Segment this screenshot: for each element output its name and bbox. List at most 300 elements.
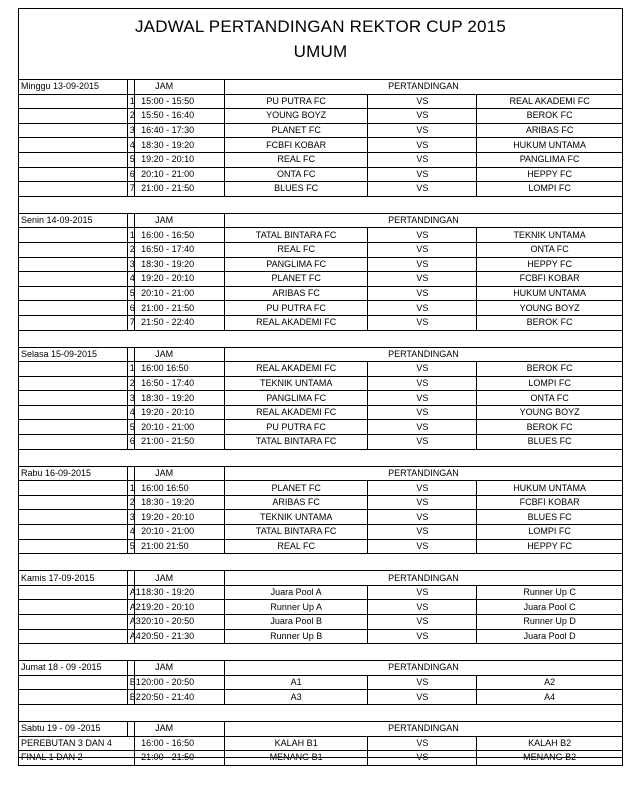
match-time: 21:00 - 21:50	[135, 301, 225, 316]
jam-header: JAM	[135, 213, 225, 228]
match-row	[19, 690, 623, 705]
match-number: 5	[127, 539, 134, 554]
day-label: Senin 14-09-2015	[19, 213, 128, 228]
match-row	[19, 228, 623, 243]
vs-label: VS	[368, 525, 477, 540]
away-team: ONTA FC	[477, 242, 623, 257]
match-row	[19, 481, 623, 496]
match-number: 1	[127, 94, 134, 109]
separator-cell	[477, 554, 623, 571]
home-team: ARIBAS FC	[224, 286, 368, 301]
vs-label: VS	[368, 690, 477, 705]
away-team: A2	[477, 675, 623, 690]
pertandingan-header: PERTANDINGAN	[224, 571, 622, 586]
match-number: 1	[127, 228, 134, 243]
separator-cell	[368, 330, 477, 347]
header-spacer	[127, 213, 134, 228]
match-row	[19, 675, 623, 690]
match-time: 20:00 - 20:50	[135, 675, 225, 690]
match-row	[19, 585, 623, 600]
vs-label: VS	[368, 435, 477, 450]
match-day-spacer	[19, 94, 128, 109]
match-row	[19, 257, 623, 272]
home-team: Juara Pool B	[224, 615, 368, 630]
match-day-spacer	[19, 420, 128, 435]
page-subtitle: UMUM	[293, 42, 348, 61]
separator-cell	[127, 196, 134, 213]
match-number: 1	[127, 362, 134, 377]
pertandingan-header: PERTANDINGAN	[224, 347, 622, 362]
separator-cell	[477, 704, 623, 721]
separator-cell	[127, 644, 134, 661]
match-day-spacer	[19, 228, 128, 243]
match-time: 16:00 - 16:50	[135, 228, 225, 243]
home-team: ARIBAS FC	[224, 495, 368, 510]
match-row	[19, 615, 623, 630]
vs-label: VS	[368, 495, 477, 510]
separator-cell	[19, 554, 128, 571]
separator-cell	[19, 644, 128, 661]
match-number: PEREBUTAN 3 DAN 4	[19, 736, 135, 751]
match-row	[19, 94, 623, 109]
match-time: 19:20 - 20:10	[135, 600, 225, 615]
match-row	[19, 391, 623, 406]
vs-label: VS	[368, 138, 477, 153]
match-day-spacer	[19, 539, 128, 554]
match-time: 21:50 - 22:40	[135, 315, 225, 330]
separator-cell	[477, 196, 623, 213]
match-day-spacer	[19, 123, 128, 138]
home-team: TEKNIK UNTAMA	[224, 510, 368, 525]
separator-cell	[135, 554, 225, 571]
match-number: 4	[127, 272, 134, 287]
away-team: BEROK FC	[477, 362, 623, 377]
match-number: 2	[127, 109, 134, 124]
header-spacer	[127, 466, 134, 481]
away-team: BLUES FC	[477, 510, 623, 525]
match-time: 15:50 - 16:40	[135, 109, 225, 124]
day-label: Selasa 15-09-2015	[19, 347, 128, 362]
separator-cell	[224, 765, 368, 782]
match-row	[19, 167, 623, 182]
separator-cell	[477, 449, 623, 466]
match-row	[19, 123, 623, 138]
away-team: TEKNIK UNTAMA	[477, 228, 623, 243]
vs-label: VS	[368, 420, 477, 435]
match-number: 3	[127, 257, 134, 272]
home-team: Runner Up B	[224, 629, 368, 644]
home-team: KALAH B1	[224, 736, 368, 751]
separator-cell	[127, 704, 134, 721]
home-team: ONTA FC	[224, 167, 368, 182]
match-row	[19, 109, 623, 124]
away-team: LOMPI FC	[477, 525, 623, 540]
away-team: HUKUM UNTAMA	[477, 286, 623, 301]
day-label: Sabtu 19 - 09 -2015	[19, 721, 128, 736]
vs-label: VS	[368, 600, 477, 615]
separator-cell	[368, 449, 477, 466]
vs-label: VS	[368, 123, 477, 138]
match-day-spacer	[19, 109, 128, 124]
match-row	[19, 629, 623, 644]
match-day-spacer	[19, 675, 128, 690]
header-spacer	[127, 661, 134, 676]
home-team: TATAL BINTARA FC	[224, 435, 368, 450]
day-label: Kamis 17-09-2015	[19, 571, 128, 586]
separator-cell	[224, 449, 368, 466]
match-row	[19, 525, 623, 540]
home-team: FCBFI KOBAR	[224, 138, 368, 153]
vs-label: VS	[368, 228, 477, 243]
match-day-spacer	[19, 481, 128, 496]
separator-cell	[477, 330, 623, 347]
match-number: B1	[127, 675, 134, 690]
match-time: 16:00 16:50	[135, 362, 225, 377]
match-number: 7	[127, 315, 134, 330]
away-team: YOUNG BOYZ	[477, 405, 623, 420]
away-team: FCBFI KOBAR	[477, 495, 623, 510]
match-row	[19, 376, 623, 391]
separator-cell	[127, 330, 134, 347]
match-day-spacer	[19, 629, 128, 644]
away-team: Juara Pool C	[477, 600, 623, 615]
vs-label: VS	[368, 315, 477, 330]
pertandingan-header: PERTANDINGAN	[224, 466, 622, 481]
schedule-table	[18, 79, 623, 782]
vs-label: VS	[368, 405, 477, 420]
vs-label: VS	[368, 510, 477, 525]
match-time: 20:10 - 20:50	[135, 615, 225, 630]
match-time: 19:20 - 20:10	[135, 510, 225, 525]
match-number: 4	[127, 138, 134, 153]
vs-label: VS	[368, 675, 477, 690]
home-team: BLUES FC	[224, 182, 368, 197]
match-row	[19, 242, 623, 257]
match-day-spacer	[19, 272, 128, 287]
match-time: 20:10 - 21:00	[135, 525, 225, 540]
pertandingan-header: PERTANDINGAN	[224, 213, 622, 228]
separator-cell	[477, 644, 623, 661]
day-separator	[19, 449, 623, 466]
match-number: A1	[127, 585, 134, 600]
match-day-spacer	[19, 362, 128, 377]
pertandingan-header: PERTANDINGAN	[224, 721, 622, 736]
separator-cell	[127, 765, 134, 782]
vs-label: VS	[368, 629, 477, 644]
separator-cell	[19, 704, 128, 721]
away-team: Runner Up D	[477, 615, 623, 630]
away-team: ONTA FC	[477, 391, 623, 406]
separator-cell	[368, 644, 477, 661]
jam-header: JAM	[135, 571, 225, 586]
separator-cell	[135, 704, 225, 721]
day-header-row	[19, 721, 623, 736]
away-team: PANGLIMA FC	[477, 152, 623, 167]
match-number: 7	[127, 182, 134, 197]
away-team: REAL AKADEMI FC	[477, 94, 623, 109]
match-time: 20:50 - 21:40	[135, 690, 225, 705]
vs-label: VS	[368, 585, 477, 600]
match-row	[19, 315, 623, 330]
home-team: PLANET FC	[224, 481, 368, 496]
separator-cell	[19, 449, 128, 466]
match-day-spacer	[19, 615, 128, 630]
match-time: 16:40 - 17:30	[135, 123, 225, 138]
match-row	[19, 362, 623, 377]
home-team: PU PUTRA FC	[224, 94, 368, 109]
match-day-spacer	[19, 315, 128, 330]
match-day-spacer	[19, 138, 128, 153]
match-number: 5	[127, 420, 134, 435]
separator-cell	[224, 330, 368, 347]
home-team: TEKNIK UNTAMA	[224, 376, 368, 391]
match-number: 6	[127, 167, 134, 182]
match-row	[19, 286, 623, 301]
home-team: Runner Up A	[224, 600, 368, 615]
away-team: HEPPY FC	[477, 167, 623, 182]
match-row	[19, 272, 623, 287]
home-team: MENANG B1	[224, 751, 368, 766]
match-time: 18:30 - 19:20	[135, 585, 225, 600]
vs-label: VS	[368, 272, 477, 287]
match-number: 4	[127, 525, 134, 540]
day-header-row	[19, 571, 623, 586]
header-spacer	[127, 347, 134, 362]
match-time: 20:50 - 21:30	[135, 629, 225, 644]
away-team: BEROK FC	[477, 315, 623, 330]
match-row	[19, 539, 623, 554]
match-number: 2	[127, 242, 134, 257]
home-team: PANGLIMA FC	[224, 257, 368, 272]
home-team: REAL FC	[224, 242, 368, 257]
home-team: TATAL BINTARA FC	[224, 228, 368, 243]
separator-cell	[224, 644, 368, 661]
separator-cell	[224, 554, 368, 571]
vs-label: VS	[368, 301, 477, 316]
match-number: A3	[127, 615, 134, 630]
match-day-spacer	[19, 257, 128, 272]
match-number: 6	[127, 435, 134, 450]
vs-label: VS	[368, 167, 477, 182]
separator-cell	[19, 196, 128, 213]
home-team: REAL FC	[224, 539, 368, 554]
match-row	[19, 600, 623, 615]
match-time: 19:20 - 20:10	[135, 405, 225, 420]
match-number: 1	[127, 481, 134, 496]
match-time: 15:00 - 15:50	[135, 94, 225, 109]
match-time: 16:50 - 17:40	[135, 242, 225, 257]
match-day-spacer	[19, 405, 128, 420]
day-separator	[19, 554, 623, 571]
jam-header: JAM	[135, 347, 225, 362]
match-number: B2	[127, 690, 134, 705]
separator-cell	[19, 765, 128, 782]
match-time: 18:30 - 19:20	[135, 495, 225, 510]
match-day-spacer	[19, 510, 128, 525]
match-day-spacer	[19, 585, 128, 600]
jam-header: JAM	[135, 80, 225, 95]
away-team: BEROK FC	[477, 109, 623, 124]
match-time: 16:00 - 16:50	[135, 736, 225, 751]
vs-label: VS	[368, 751, 477, 766]
home-team: PANGLIMA FC	[224, 391, 368, 406]
vs-label: VS	[368, 736, 477, 751]
away-team: BEROK FC	[477, 420, 623, 435]
away-team: HUKUM UNTAMA	[477, 481, 623, 496]
separator-cell	[127, 554, 134, 571]
vs-label: VS	[368, 152, 477, 167]
separator-cell	[127, 449, 134, 466]
match-row	[19, 736, 623, 751]
match-time: 21:00 - 21:50	[135, 751, 225, 766]
separator-cell	[368, 196, 477, 213]
home-team: YOUNG BOYZ	[224, 109, 368, 124]
match-row	[19, 405, 623, 420]
vs-label: VS	[368, 286, 477, 301]
away-team: HUKUM UNTAMA	[477, 138, 623, 153]
match-number: 5	[127, 152, 134, 167]
match-row	[19, 510, 623, 525]
vs-label: VS	[368, 362, 477, 377]
match-number: 3	[127, 391, 134, 406]
match-number: 6	[127, 301, 134, 316]
vs-label: VS	[368, 109, 477, 124]
separator-cell	[368, 554, 477, 571]
match-row	[19, 152, 623, 167]
away-team: A4	[477, 690, 623, 705]
separator-cell	[224, 704, 368, 721]
away-team: HEPPY FC	[477, 257, 623, 272]
match-day-spacer	[19, 301, 128, 316]
match-time: 16:00 16:50	[135, 481, 225, 496]
match-time: 20:10 - 21:00	[135, 167, 225, 182]
home-team: REAL AKADEMI FC	[224, 362, 368, 377]
table-end-spacer	[19, 765, 623, 782]
match-day-spacer	[19, 495, 128, 510]
away-team: ARIBAS FC	[477, 123, 623, 138]
match-day-spacer	[19, 391, 128, 406]
match-day-spacer	[19, 690, 128, 705]
match-day-spacer	[19, 600, 128, 615]
match-number: 3	[127, 123, 134, 138]
away-team: Juara Pool D	[477, 629, 623, 644]
day-header-row	[19, 213, 623, 228]
separator-cell	[19, 330, 128, 347]
match-day-spacer	[19, 435, 128, 450]
away-team: MENANG B2	[477, 751, 623, 766]
match-time: 21:00 - 21:50	[135, 435, 225, 450]
vs-label: VS	[368, 242, 477, 257]
pertandingan-header: PERTANDINGAN	[224, 80, 622, 95]
separator-cell	[224, 196, 368, 213]
vs-label: VS	[368, 94, 477, 109]
match-time: 19:20 - 20:10	[135, 272, 225, 287]
header-spacer	[127, 571, 134, 586]
away-team: FCBFI KOBAR	[477, 272, 623, 287]
home-team: PU PUTRA FC	[224, 301, 368, 316]
vs-label: VS	[368, 615, 477, 630]
home-team: PLANET FC	[224, 123, 368, 138]
home-team: PLANET FC	[224, 272, 368, 287]
match-row	[19, 182, 623, 197]
vs-label: VS	[368, 391, 477, 406]
separator-cell	[135, 330, 225, 347]
home-team: A1	[224, 675, 368, 690]
day-separator	[19, 704, 623, 721]
vs-label: VS	[368, 376, 477, 391]
home-team: TATAL BINTARA FC	[224, 525, 368, 540]
vs-label: VS	[368, 182, 477, 197]
match-number: A4	[127, 629, 134, 644]
page-title: JADWAL PERTANDINGAN REKTOR CUP 2015	[134, 17, 507, 36]
away-team: LOMPI FC	[477, 182, 623, 197]
header-spacer	[127, 721, 134, 736]
home-team: PU PUTRA FC	[224, 420, 368, 435]
vs-label: VS	[368, 257, 477, 272]
home-team: REAL FC	[224, 152, 368, 167]
match-number: 3	[127, 510, 134, 525]
separator-cell	[135, 765, 225, 782]
home-team: REAL AKADEMI FC	[224, 405, 368, 420]
jam-header: JAM	[135, 721, 225, 736]
match-row	[19, 495, 623, 510]
day-header-row	[19, 466, 623, 481]
away-team: KALAH B2	[477, 736, 623, 751]
day-label: Rabu 16-09-2015	[19, 466, 128, 481]
away-team: BLUES FC	[477, 435, 623, 450]
match-row	[19, 420, 623, 435]
match-number: 5	[127, 286, 134, 301]
match-time: 18:30 - 19:20	[135, 257, 225, 272]
match-number: 4	[127, 405, 134, 420]
match-day-spacer	[19, 286, 128, 301]
match-time: 16:50 - 17:40	[135, 376, 225, 391]
match-time: 21:00 21:50	[135, 539, 225, 554]
separator-cell	[368, 765, 477, 782]
separator-cell	[477, 765, 623, 782]
home-team: REAL AKADEMI FC	[224, 315, 368, 330]
match-time: 20:10 - 21:00	[135, 286, 225, 301]
away-team: Runner Up C	[477, 585, 623, 600]
separator-cell	[135, 644, 225, 661]
day-separator	[19, 330, 623, 347]
away-team: YOUNG BOYZ	[477, 301, 623, 316]
separator-cell	[135, 449, 225, 466]
day-header-row	[19, 661, 623, 676]
match-day-spacer	[19, 182, 128, 197]
day-separator	[19, 196, 623, 213]
match-day-spacer	[19, 242, 128, 257]
match-number: 2	[127, 495, 134, 510]
away-team: LOMPI FC	[477, 376, 623, 391]
match-time: 18:30 - 19:20	[135, 138, 225, 153]
match-day-spacer	[19, 167, 128, 182]
day-separator	[19, 644, 623, 661]
day-label: Jumat 18 - 09 -2015	[19, 661, 128, 676]
match-row	[19, 751, 623, 766]
home-team: Juara Pool A	[224, 585, 368, 600]
jam-header: JAM	[135, 661, 225, 676]
match-number: FINAL 1 DAN 2	[19, 751, 135, 766]
match-time: 18:30 - 19:20	[135, 391, 225, 406]
match-time: 21:00 - 21:50	[135, 182, 225, 197]
match-number: 2	[127, 376, 134, 391]
pertandingan-header: PERTANDINGAN	[224, 661, 622, 676]
separator-cell	[368, 704, 477, 721]
day-header-row	[19, 347, 623, 362]
match-time: 20:10 - 21:00	[135, 420, 225, 435]
vs-label: VS	[368, 481, 477, 496]
